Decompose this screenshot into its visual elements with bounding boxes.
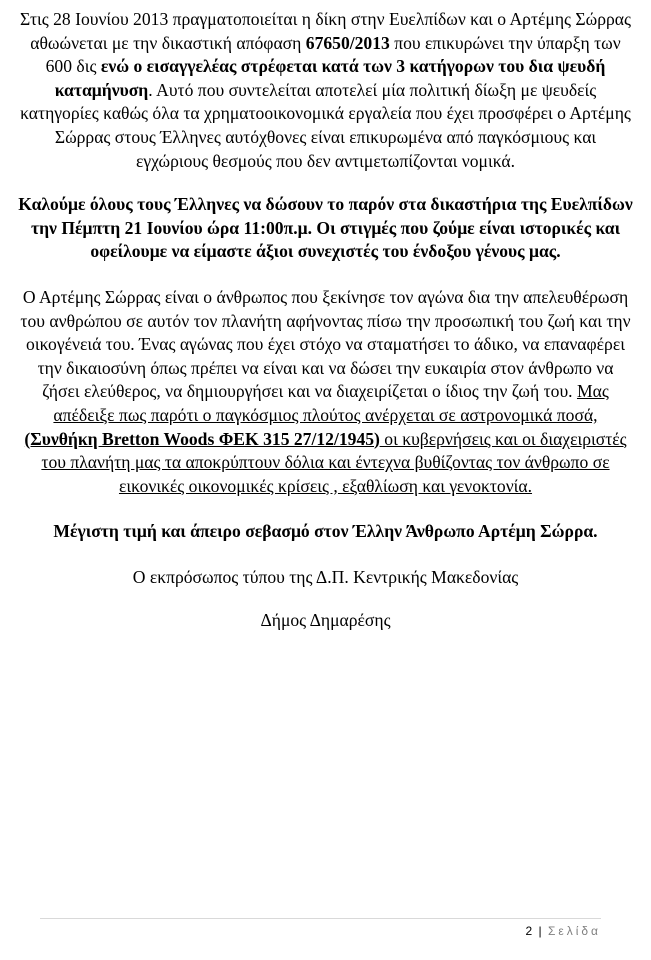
paragraph-honor: Μέγιστη τιμή και άπειρο σεβασμό στον Έλλην Άνθρωπο Αρτέμη Σώρρα.	[53, 521, 598, 542]
footer-divider	[40, 918, 601, 919]
prosecutor-statement: ενώ ο εισαγγελέας στρέφεται κατά των 3 κατήγορων του δια ψευδή καταμήνυση	[54, 56, 606, 100]
document-body	[18, 8, 633, 633]
paragraph-trial-announcement	[18, 8, 633, 173]
paragraph-text: Στις 28 Ιουνίου 2013 πραγματοποιείται η δίκη στην Ευελπίδων και ο Αρτέμης Σώρρας αθωώνεται με την δικαστική απόφαση	[20, 9, 631, 53]
paragraph-text: . Αυτό που συντελείται αποτελεί μία πολιτική δίωξη με ψευδείς κατηγορίες καθώς όλα τα χρηματοοικονομικά εργαλεία που έχει προσφέρει ο Αρτέμης Σώρρας στους Έλληνες αυτόχθονες είναι επικυρωμένα από παγκόσμιους και εγχώριους θεσμούς που δεν αντιμετωπίζονται νομικά.	[20, 79, 631, 171]
signature-name: Δήμος Δημαρέσης	[260, 610, 391, 631]
bretton-woods-reference: (Συνθήκη Bretton Woods ΦΕΚ 315 27/12/1945)	[24, 428, 380, 449]
paragraph-text: που επικυρώνει την ύπαρξη των 600 δις	[45, 32, 621, 77]
paragraph-about-artemis	[18, 286, 633, 498]
underlined-text: οι κυβερνήσεις και οι διαχειριστές του πλανήτη μας τα αποκρύπτουν δόλια και έντεχνα βυθίζοντας τον άνθρωπο σε εικονικές οικονομικές κρίσεις , εξαθλίωση και γενοκτονία.	[41, 428, 627, 496]
paragraph-call-to-court: Καλούμε όλους τους Έλληνες να δώσουν το παρόν στα δικαστήρια της Ευελπίδων την Πέμπτη 21 Ιουνίου ώρα 11:00π.μ. Οι στιγμές που ζούμε είναι ιστορικές και οφείλουμε να είμαστε άξιοι συνεχιστές του ένδοξου γένους μας.	[18, 194, 633, 262]
page-number: 2	[525, 924, 533, 938]
signature-role: Ο εκπρόσωπος τύπου της Δ.Π. Κεντρικής Μακεδονίας	[132, 566, 519, 587]
page-word: Σελίδα	[547, 924, 601, 938]
footer-separator: |	[538, 924, 543, 938]
underlined-text: Μας απέδειξε πως παρότι ο παγκόσμιος πλούτος ανέρχεται σε αστρονομικά ποσά,	[53, 381, 609, 425]
decision-number: 67650/2013	[305, 32, 390, 53]
paragraph-text: Ο Αρτέμης Σώρρας είναι ο άνθρωπος που ξεκίνησε τον αγώνα δια την απελευθέρωση του ανθρώπου σε αυτόν τον πλανήτη αφήνοντας πίσω την προσωπική του ζωή και την οικογένειά του. Ένας αγώνας που έχει στόχο να σταματήσει το άδικο, να επαναφέρει την δικαιοσύνη όπως πρέπει να είναι και να δώσει την ευκαιρία στον άνθρωπο να ζήσει ελεύθερος, να δημιουργήσει και να διαχειρίζεται ο ίδιος την ζωή του.	[20, 286, 631, 402]
page-footer	[525, 924, 601, 938]
